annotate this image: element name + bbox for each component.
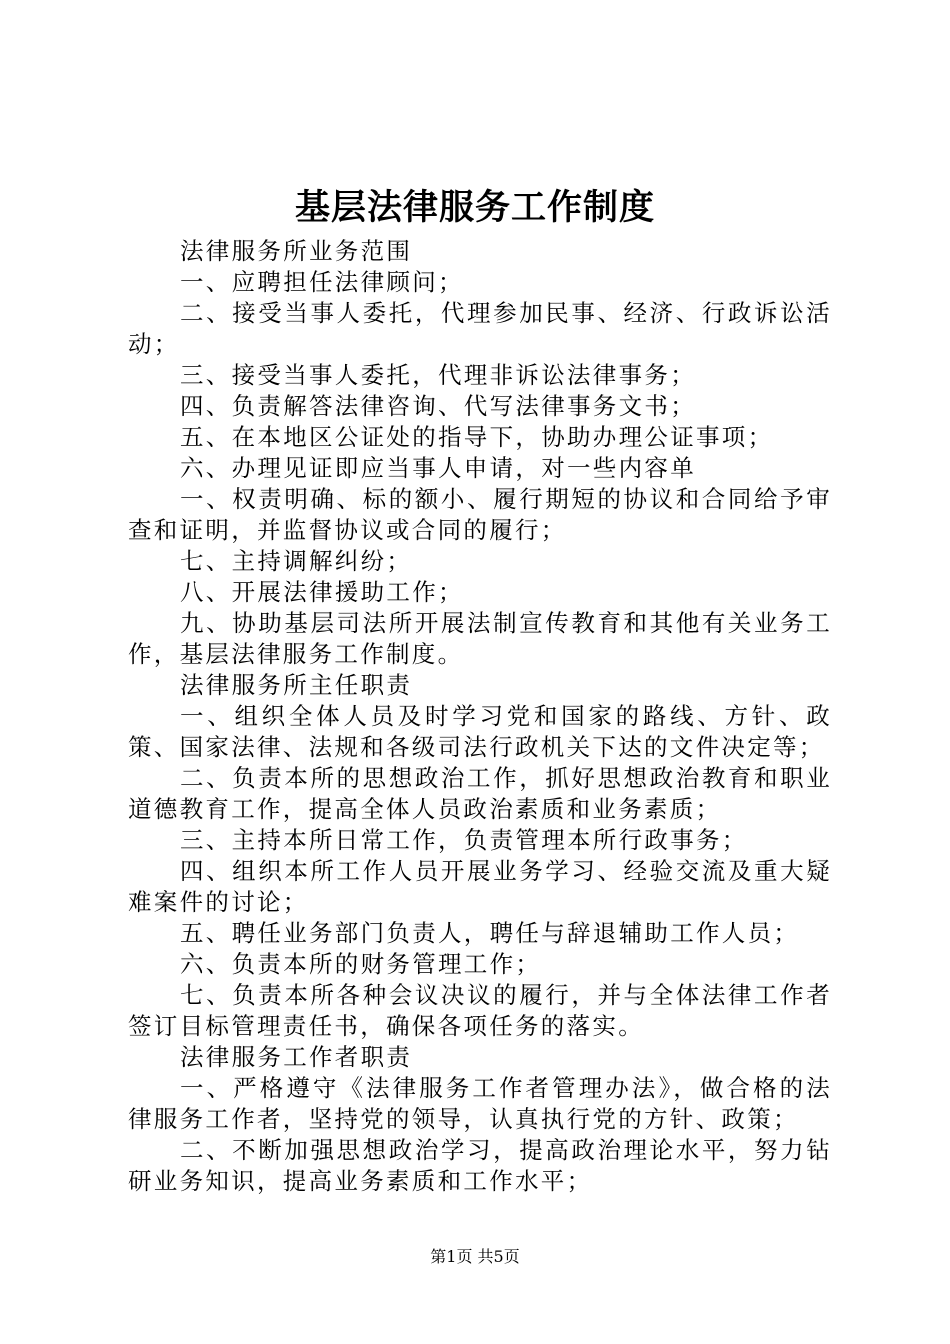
paragraph: 二、不断加强思想政治学习，提高政治理论水平，努力钻研业务知识，提高业务素质和工作水平； — [128, 1136, 832, 1195]
paragraph: 八、开展法律援助工作； — [180, 578, 464, 606]
paragraph: 一、严格遵守《法律服务工作者管理办法》，做合格的法律服务工作者，坚持党的领导，认真执行党的方针、政策； — [128, 1074, 832, 1133]
paragraph: 二、负责本所的思想政治工作，抓好思想政治教育和职业道德教育工作，提高全体人员政治素质和业务素质； — [128, 764, 832, 823]
paragraph: 一、应聘担任法律顾问； — [180, 268, 464, 296]
page-title: 基层法律服务工作制度 — [294, 187, 655, 228]
paragraph: 四、负责解答法律咨询、代写法律事务文书； — [180, 392, 696, 420]
document-body — [128, 236, 832, 1197]
paragraph: 六、办理见证即应当事人申请，对一些内容单 — [180, 454, 696, 482]
paragraph: 七、主持调解纠纷； — [180, 547, 413, 575]
section-heading-scope: 法律服务所业务范围 — [180, 237, 413, 265]
paragraph: 六、负责本所的财务管理工作； — [180, 950, 542, 978]
paragraph: 九、协助基层司法所开展法制宣传教育和其他有关业务工作，基层法律服务工作制度。 — [128, 609, 832, 668]
section-heading-workers: 法律服务工作者职责 — [180, 1043, 413, 1071]
page-number-footer: 第1页 共5页 — [430, 1247, 520, 1266]
paragraph: 七、负责本所各种会议决议的履行，并与全体法律工作者签订目标管理责任书，确保各项任务的落实。 — [128, 981, 832, 1040]
paragraph: 二、接受当事人委托，代理参加民事、经济、行政诉讼活动； — [128, 299, 832, 358]
paragraph: 一、权责明确、标的额小、履行期短的协议和合同给予审查和证明，并监督协议或合同的履行； — [128, 485, 832, 544]
section-heading-director: 法律服务所主任职责 — [180, 671, 413, 699]
paragraph: 五、聘任业务部门负责人，聘任与辞退辅助工作人员； — [180, 919, 800, 947]
paragraph: 三、接受当事人委托，代理非诉讼法律事务； — [180, 361, 696, 389]
paragraph: 五、在本地区公证处的指导下，协助办理公证事项； — [180, 423, 774, 451]
paragraph: 三、主持本所日常工作，负责管理本所行政事务； — [180, 826, 748, 854]
paragraph: 一、组织全体人员及时学习党和国家的路线、方针、政策、国家法律、法规和各级司法行政机关下达的文件决定等； — [128, 702, 832, 761]
paragraph: 四、组织本所工作人员开展业务学习、经验交流及重大疑难案件的讨论； — [128, 857, 832, 916]
